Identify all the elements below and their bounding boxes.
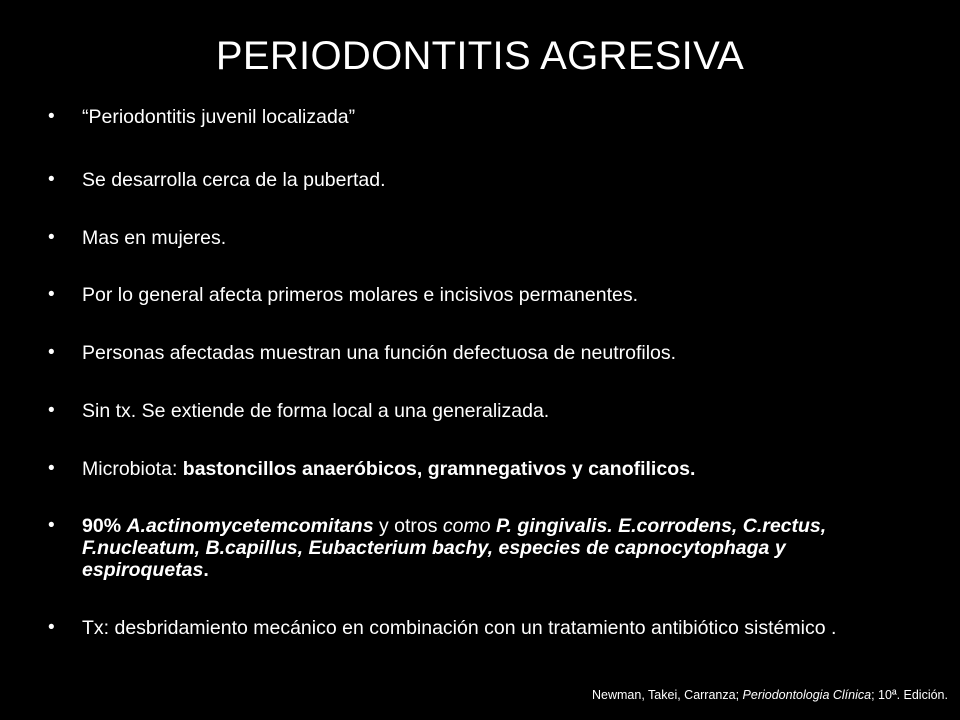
bullet-dot-icon: • [48, 400, 55, 421]
bullet-dot-icon: • [48, 106, 55, 127]
bullet-text: Mas en mujeres. [82, 227, 227, 249]
bullet-segment: como [442, 515, 497, 537]
bullet-dot-icon: • [48, 458, 55, 479]
bullet-text: Personas afectadas muestran una función defectuosa de neutrofilos. [82, 342, 677, 364]
footer-book: Periodontologia Clínica [742, 688, 872, 702]
bullet-text: Por lo general afecta primeros molares e incisivos permanentes. [82, 284, 639, 306]
bullet-segment: y otros [373, 515, 443, 537]
bullet-text: “Periodontitis juvenil localizada” [82, 106, 356, 128]
bullet-text: Sin tx. Se extiende de forma local a una generalizada. [82, 400, 550, 422]
footer-edition: ; 10ª. Edición. [871, 688, 948, 702]
bullet-dot-icon: • [48, 515, 55, 536]
bullet-text [82, 458, 912, 480]
bullet-dot-icon: • [48, 617, 55, 638]
bullet-prefix: Microbiota: [82, 458, 183, 480]
bullet-segment: . E.corrodens, C.rectus, F.nucleatum, B.capillus, Eubacterium bachy, especies de capnocytophaga y espiroquetas [82, 515, 827, 581]
bullet-dot-icon: • [48, 342, 55, 363]
bullet-dot-icon: • [48, 227, 55, 248]
bullet-text: Tx: desbridamiento mecánico en combinación con un tratamiento antibiótico sistémico . [82, 617, 837, 639]
bullet-segment: A.actinomycetemcomitans [126, 515, 374, 537]
citation-footer [592, 688, 948, 702]
bullet-dot-icon: • [48, 284, 55, 305]
footer-authors: Newman, Takei, Carranza; [592, 688, 743, 702]
slide-title: PERIODONTITIS AGRESIVA [215, 34, 745, 78]
bullet-segment: 90% [82, 515, 127, 537]
bullet-text: Se desarrolla cerca de la pubertad. [82, 169, 386, 191]
bullet-text [82, 515, 912, 581]
bullet-dot-icon: • [48, 169, 55, 190]
bullet-segment: P. gingivalis [496, 515, 608, 537]
bullet-bold: bastoncillos anaeróbicos, gramnegativos y canofilicos. [182, 458, 696, 480]
bullet-segment: . [203, 559, 209, 581]
